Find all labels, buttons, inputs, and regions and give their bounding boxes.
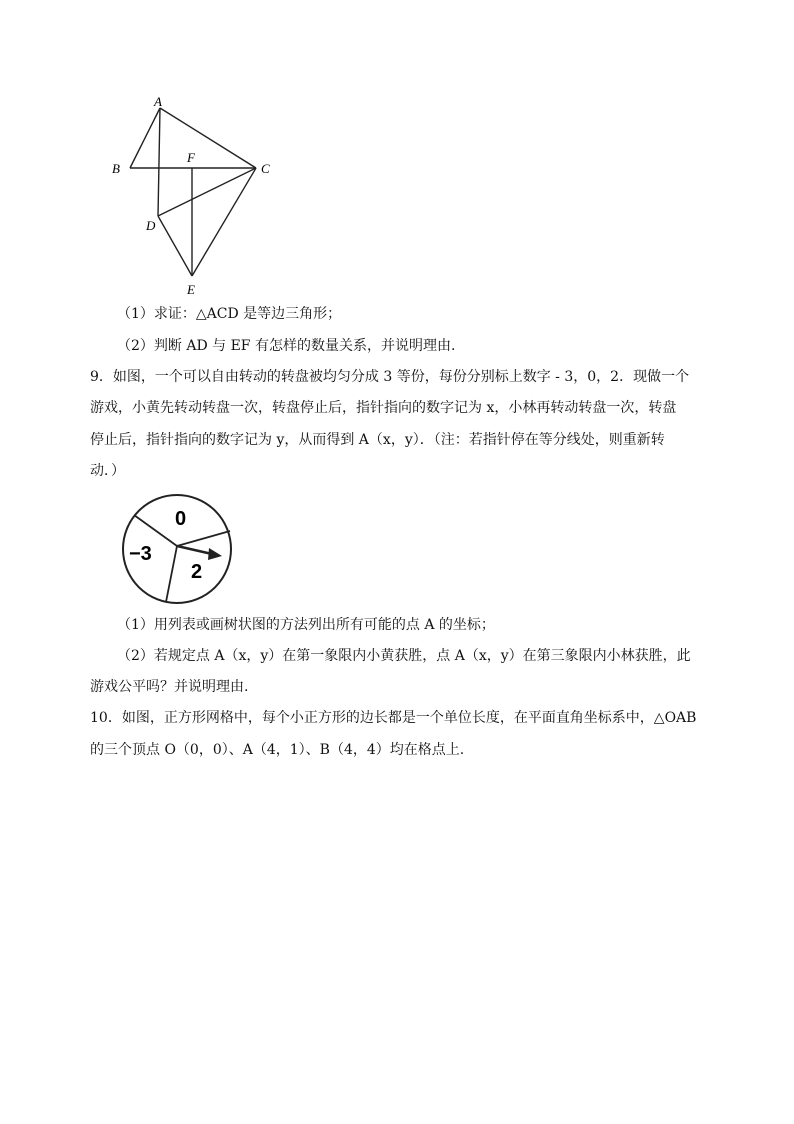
q9-part2-line1: （2）若规定点 A（x，y）在第一象限内小黄获胜，点 A（x，y）在第三象限内小林获胜，此 [117,648,691,664]
sector-two: 2 [191,561,203,583]
q10-line-2: 的三个顶点 O（0，0）、A（4，1）、B（4，4）均在格点上. [90,742,465,758]
q9-part2-line2: 游戏公平吗？并说明理由. [90,679,249,695]
q9-line-4: 动．） [90,463,125,479]
q9-line-1: 9．如图，一个可以自由转动的转盘被均匀分成 3 等份，每份分别标上数字 - 3，0，2．现做一个 [90,369,690,385]
label-a: A [154,96,162,109]
q9-line-3: 停止后，指针指向的数字记为 y，从而得到 A（x，y）．（注：若指针停在等分线处，则重新转 [90,432,665,448]
segment-ab [130,108,160,168]
q8-part2: （2）判断 AD 与 EF 有怎样的数量关系，并说明理由. [117,338,456,354]
sector-zero: 0 [175,508,187,530]
q9-part1: （1）用列表或画树状图的方法列出所有可能的点 A 的坐标； [117,617,495,633]
q9-line-2: 游戏，小黄先转动转盘一次，转盘停止后，指针指向的数字记为 x，小林再转动转盘一次，转盘 [90,400,677,416]
segment-ad [158,108,160,216]
label-c: C [261,161,270,176]
label-d: D [146,218,156,233]
segment-ac [160,108,256,168]
sector-minus-three: −3 [129,543,152,565]
label-e: E [187,282,195,297]
label-b: B [112,161,120,176]
q8-part1: （1）求证：△ACD 是等边三角形； [117,306,342,322]
geometry-figure [100,96,290,300]
spinner-wheel [114,494,242,608]
q10-line-1: 10．如图，正方形网格中，每个小正方形的边长都是一个单位长度，在平面直角坐标系中，△OAB [90,710,697,726]
label-f: F [187,150,195,165]
segment-de [158,216,192,276]
